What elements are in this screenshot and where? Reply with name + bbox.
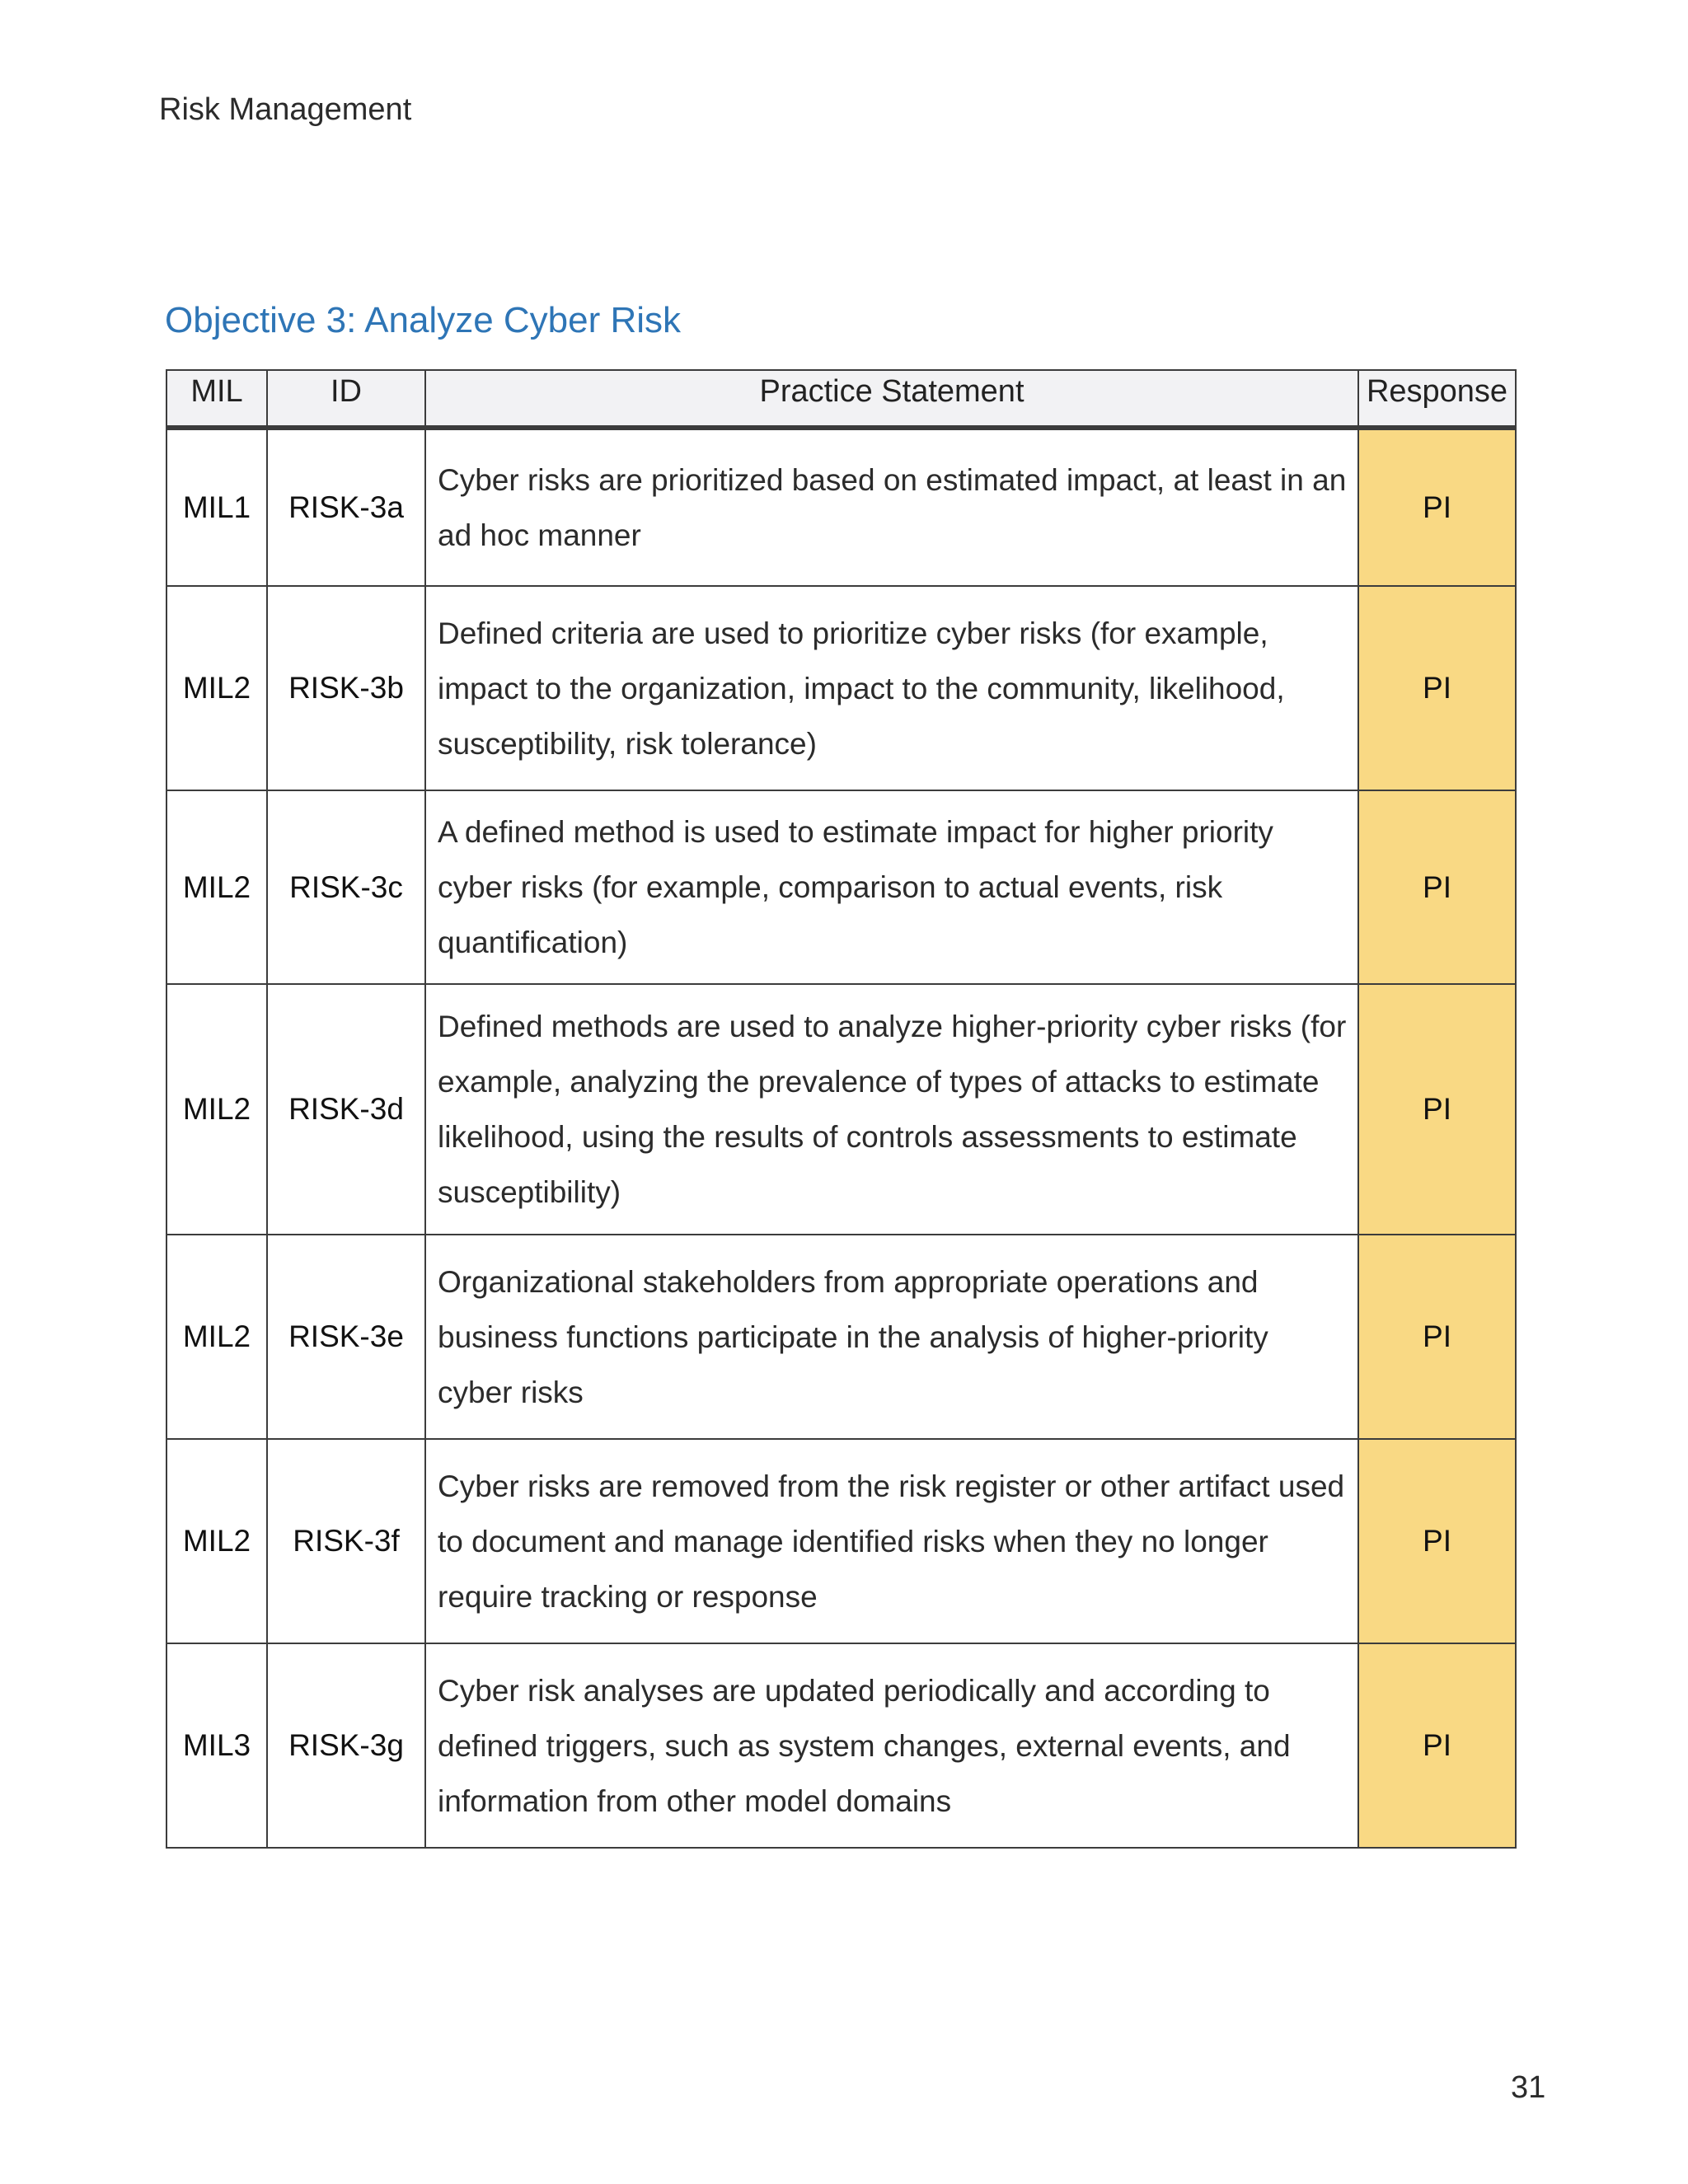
- id-cell: RISK-3f: [267, 1439, 425, 1643]
- mil-cell: MIL3: [166, 1643, 267, 1848]
- column-header-response: Response: [1358, 370, 1516, 428]
- id-cell: RISK-3a: [267, 428, 425, 586]
- practice-statement-cell: Cyber risks are prioritized based on estimated impact, at least in an ad hoc manner: [425, 428, 1358, 586]
- column-header-practice-statement: Practice Statement: [425, 370, 1358, 428]
- mil-cell: MIL2: [166, 1439, 267, 1643]
- id-cell: RISK-3c: [267, 790, 425, 984]
- practice-statement-cell: Cyber risk analyses are updated periodically and according to defined triggers, such as system changes, external events, and information from other model domains: [425, 1643, 1358, 1848]
- id-cell: RISK-3g: [267, 1643, 425, 1848]
- section-title: Objective 3: Analyze Cyber Risk: [165, 300, 682, 340]
- response-cell: PI: [1358, 586, 1516, 790]
- table-row: [166, 1643, 1516, 1848]
- page-header: Risk Management: [159, 92, 412, 127]
- table-row: [166, 1439, 1516, 1643]
- practice-table-container: [166, 369, 1515, 1849]
- mil-cell: MIL2: [166, 790, 267, 984]
- mil-cell: MIL2: [166, 586, 267, 790]
- table-row: [166, 790, 1516, 984]
- response-cell: PI: [1358, 1439, 1516, 1643]
- table-header-row: [166, 370, 1516, 428]
- practice-statement-cell: A defined method is used to estimate impact for higher priority cyber risks (for example, comparison to actual events, risk quantification): [425, 790, 1358, 984]
- table-row: [166, 984, 1516, 1235]
- response-cell: PI: [1358, 790, 1516, 984]
- practice-statement-cell: Defined methods are used to analyze higher-priority cyber risks (for example, analyzing the prevalence of types of attacks to estimate likelihood, using the results of controls assessments to estimate susceptibility): [425, 984, 1358, 1235]
- id-cell: RISK-3e: [267, 1235, 425, 1439]
- page-number: 31: [1511, 2070, 1546, 2105]
- practice-statement-cell: Defined criteria are used to prioritize cyber risks (for example, impact to the organization, impact to the community, likelihood, susceptibility, risk tolerance): [425, 586, 1358, 790]
- practice-statement-cell: Organizational stakeholders from appropriate operations and business functions participate in the analysis of higher-priority cyber risks: [425, 1235, 1358, 1439]
- column-header-id: ID: [267, 370, 425, 428]
- mil-cell: MIL2: [166, 984, 267, 1235]
- mil-cell: MIL2: [166, 1235, 267, 1439]
- table-row: [166, 586, 1516, 790]
- mil-cell: MIL1: [166, 428, 267, 586]
- response-cell: PI: [1358, 1643, 1516, 1848]
- column-header-mil: MIL: [166, 370, 267, 428]
- practice-table: [166, 369, 1517, 1849]
- response-cell: PI: [1358, 428, 1516, 586]
- id-cell: RISK-3d: [267, 984, 425, 1235]
- response-cell: PI: [1358, 984, 1516, 1235]
- id-cell: RISK-3b: [267, 586, 425, 790]
- table-row: [166, 1235, 1516, 1439]
- practice-statement-cell: Cyber risks are removed from the risk register or other artifact used to document and manage identified risks when they no longer require tracking or response: [425, 1439, 1358, 1643]
- response-cell: PI: [1358, 1235, 1516, 1439]
- table-row: [166, 428, 1516, 586]
